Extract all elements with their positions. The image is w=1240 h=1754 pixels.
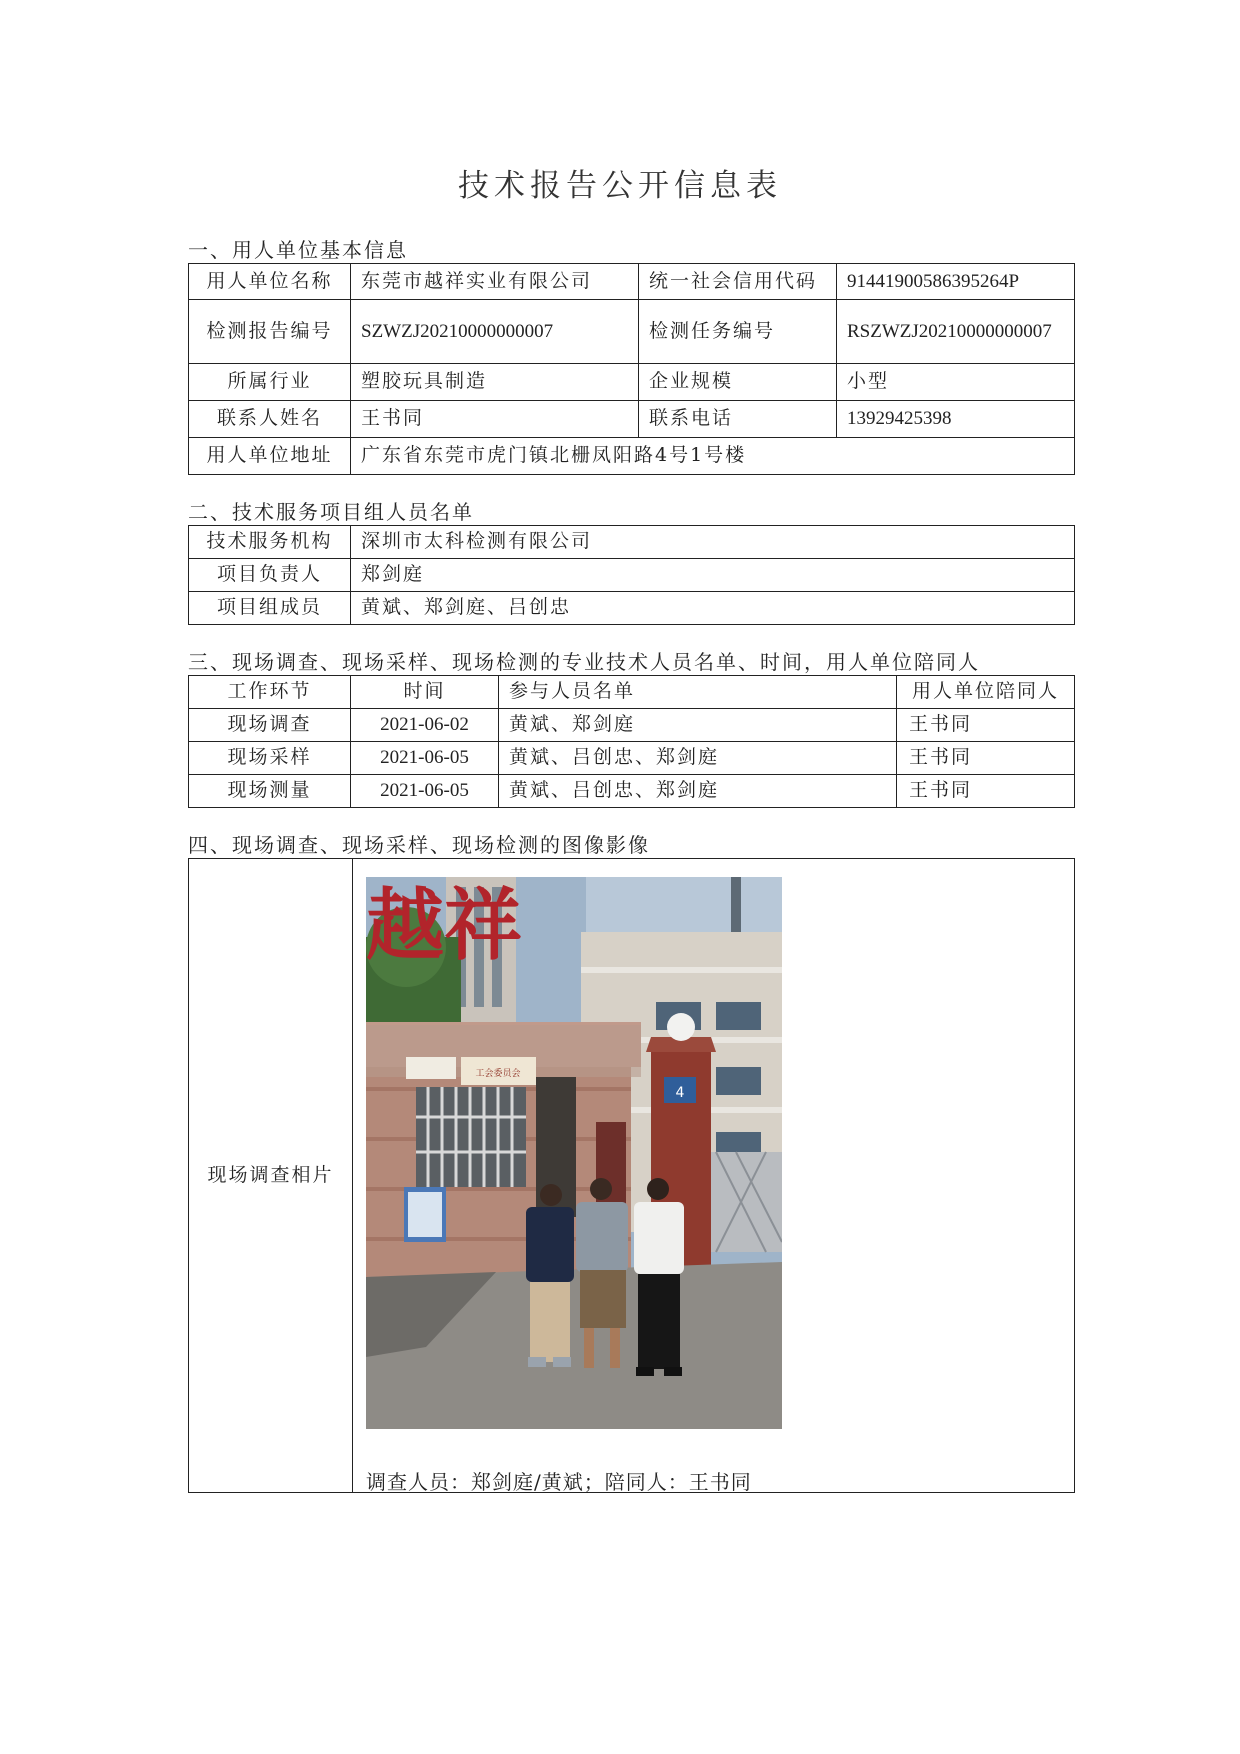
escort-cell: 王书同 <box>897 775 1075 808</box>
column-header: 用人单位陪同人 <box>897 676 1075 709</box>
table-row <box>189 401 1075 438</box>
value-cell: 郑剑庭 <box>351 559 1075 592</box>
table-row <box>189 364 1075 401</box>
escort-cell: 王书同 <box>897 742 1075 775</box>
stage-cell: 现场测量 <box>189 775 351 808</box>
participants-cell: 黄斌、郑剑庭 <box>499 709 897 742</box>
column-header: 工作环节 <box>189 676 351 709</box>
document-title: 技术报告公开信息表 <box>458 168 782 204</box>
table-row <box>189 775 1075 808</box>
value-cell: SZWZJ20210000000007 <box>351 300 639 364</box>
value-cell: 深圳市太科检测有限公司 <box>351 526 1075 559</box>
basic-info-table <box>188 263 1075 475</box>
label-cell: 检测报告编号 <box>189 300 351 364</box>
photo-illustration <box>366 877 782 1429</box>
table-row <box>189 559 1075 592</box>
value-cell: 13929425398 <box>837 401 1075 438</box>
address-value: 广东省东莞市虎门镇北栅凤阳路4号1号楼 <box>351 438 1075 475</box>
label-cell: 技术服务机构 <box>189 526 351 559</box>
value-cell: 91441900586395264P <box>837 264 1075 300</box>
value-cell: 王书同 <box>351 401 639 438</box>
label-cell: 联系电话 <box>639 401 837 438</box>
column-header: 时间 <box>351 676 499 709</box>
label-cell: 企业规模 <box>639 364 837 401</box>
label-cell: 统一社会信用代码 <box>639 264 837 300</box>
photo-label: 现场调查相片 <box>189 859 353 1493</box>
section4-heading: 四、现场调查、现场采样、现场检测的图像影像 <box>188 833 650 857</box>
table-row <box>189 438 1075 475</box>
table-header-row <box>189 676 1075 709</box>
value-cell: 东莞市越祥实业有限公司 <box>351 264 639 300</box>
board-text: 工会委员会 <box>475 1069 521 1079</box>
photo-caption: 调查人员：郑剑庭/黄斌；陪同人：王书同 <box>366 1470 752 1494</box>
participants-cell: 黄斌、吕创忠、郑剑庭 <box>499 742 897 775</box>
label-cell: 用人单位名称 <box>189 264 351 300</box>
team-table <box>188 525 1075 625</box>
label-cell: 项目负责人 <box>189 559 351 592</box>
value-cell: RSZWZJ20210000000007 <box>837 300 1075 364</box>
label-cell: 检测任务编号 <box>639 300 837 364</box>
stage-cell: 现场采样 <box>189 742 351 775</box>
value-cell: 塑胶玩具制造 <box>351 364 639 401</box>
sign-text: 越祥 <box>366 881 523 971</box>
section1-heading: 一、用人单位基本信息 <box>188 238 408 262</box>
table-row <box>189 592 1075 625</box>
staff-schedule-table <box>188 675 1075 808</box>
value-cell: 小型 <box>837 364 1075 401</box>
label-cell: 所属行业 <box>189 364 351 401</box>
plate-text: 4 <box>675 1085 685 1101</box>
table-row <box>189 526 1075 559</box>
stage-cell: 现场调查 <box>189 709 351 742</box>
section3-heading: 三、现场调查、现场采样、现场检测的专业技术人员名单、时间，用人单位陪同人 <box>188 650 980 674</box>
site-survey-photo <box>366 877 782 1429</box>
table-row <box>189 300 1075 364</box>
date-cell: 2021-06-02 <box>351 709 499 742</box>
date-cell: 2021-06-05 <box>351 742 499 775</box>
value-cell: 黄斌、郑剑庭、吕创忠 <box>351 592 1075 625</box>
label-cell: 项目组成员 <box>189 592 351 625</box>
label-cell: 用人单位地址 <box>189 438 351 475</box>
section2-heading: 二、技术服务项目组人员名单 <box>188 500 474 524</box>
date-cell: 2021-06-05 <box>351 775 499 808</box>
label-cell: 联系人姓名 <box>189 401 351 438</box>
participants-cell: 黄斌、吕创忠、郑剑庭 <box>499 775 897 808</box>
table-row <box>189 264 1075 300</box>
table-row <box>189 709 1075 742</box>
column-header: 参与人员名单 <box>499 676 897 709</box>
escort-cell: 王书同 <box>897 709 1075 742</box>
table-row <box>189 742 1075 775</box>
